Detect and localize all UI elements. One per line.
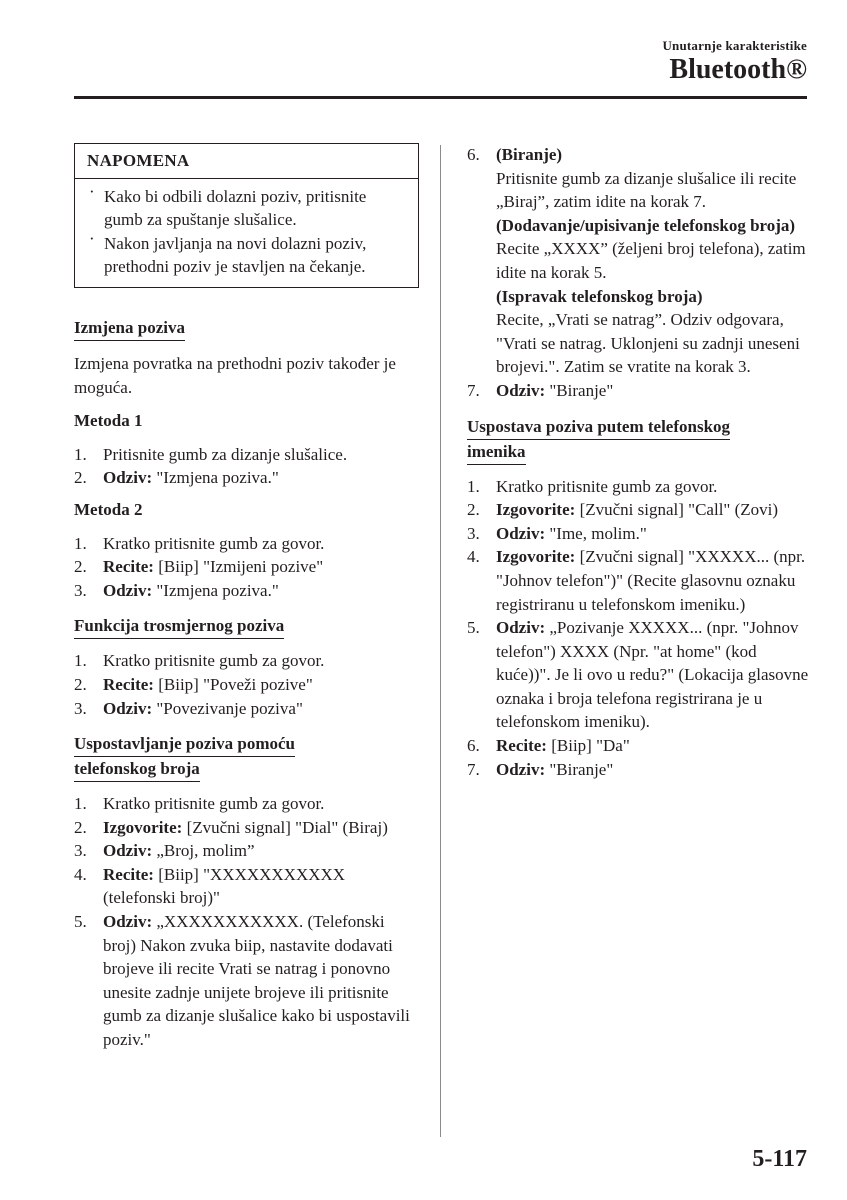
note-item — [87, 228, 408, 279]
step-list — [74, 792, 419, 1052]
section-telefonski-imenik — [467, 415, 812, 782]
step-list — [467, 475, 812, 782]
note-item-text: Nakon javljanja na novi dolazni poziv, prethodni poziv je stavljen na čekanje. — [104, 233, 367, 277]
list-item: 2. Recite: [Biip] "Izmijeni pozive" — [74, 557, 324, 577]
chapter-title: Unutarnje karakteristike — [662, 38, 807, 53]
list-item: 2. Recite: [Biip] "Poveži pozive" — [74, 674, 313, 694]
step-list — [74, 532, 419, 603]
list-item: 3. Odziv: "Ime, molim." — [467, 523, 647, 543]
step-list — [74, 649, 419, 720]
list-item: 4. Izgovorite: [Zvučni signal] "XXXXX... (npr. "Johnov telefon")" (Recite glasovnu oznaku registriranu u telefonskom imeniku.) — [467, 547, 806, 614]
section-heading: Uspostava poziva putem telefonskog — [467, 416, 730, 440]
list-item: 6. Recite: [Biip] "Da" — [467, 736, 630, 756]
list-item: 1. Pritisnite gumb za dizanje slušalice. — [74, 444, 348, 464]
section-heading: Uspostavljanje poziva pomoću — [74, 733, 295, 757]
step-list — [467, 143, 812, 403]
list-item: 2. Izgovorite: [Zvučni signal] "Dial" (Biraj) — [74, 817, 388, 837]
section-trosmjerni-poziv — [74, 614, 419, 720]
list-item: 7. Odziv: "Biranje" — [467, 759, 614, 779]
list-item: 2. Izgovorite: [Zvučni signal] "Call" (Zovi) — [467, 500, 779, 520]
method-title: Metoda 1 — [74, 411, 143, 431]
step-list — [74, 443, 419, 490]
note-item-text: Kako bi odbili dolazni poziv, pritisnite gumb za spuštanje slušalice. — [104, 186, 367, 230]
option-heading: (Ispravak telefonskog broja) — [496, 286, 703, 306]
list-item: 6. (Biranje) Pritisnite gumb za dizanje slušalice ili recite „Biraj”, zatim idite na korak 7. (Dodavanje/upisivanje telefonskog broja) Recite „XXXX” (željeni broj telefona), zatim idite na korak 5. (Ispravak telefonskog broja) Recite, „Vrati se natrag”. Odziv odgovara, "Vrati se natrag. Uklonjeni su zadnji uneseni brojevi.". Zatim se vratite na korak 3. — [467, 143, 812, 379]
option-text: Recite „XXXX” (željeni broj telefona), zatim idite na korak 5. — [496, 239, 806, 282]
list-item: 7. Odziv: "Biranje" — [467, 380, 614, 400]
column-divider — [440, 145, 441, 1137]
note-box — [74, 143, 419, 288]
section-telefonski-broj — [74, 732, 419, 1052]
section-heading: Izmjena poziva — [74, 317, 185, 341]
list-item: 3. Odziv: "Izmjena poziva." — [74, 580, 279, 600]
page-number: 5-117 — [752, 1146, 807, 1172]
list-item: 1. Kratko pritisnite gumb za govor. — [74, 533, 325, 553]
note-body — [75, 179, 418, 287]
list-item: 1. Kratko pritisnite gumb za govor. — [467, 476, 718, 496]
header-rule — [74, 96, 807, 99]
list-item: 1. Kratko pritisnite gumb za govor. — [74, 794, 325, 814]
list-item: 3. Odziv: „Broj, molim” — [74, 841, 255, 861]
section-heading: Funkcija trosmjernog poziva — [74, 615, 284, 639]
note-title: NAPOMENA — [75, 144, 418, 179]
left-column — [74, 143, 419, 1064]
list-item: 5. Odziv: „Pozivanje XXXXX... (npr. "Johnov telefon") XXXX (Npr. "at home" (kod kuće))". Je li ovo u redu?" (Lokacija glasovne oznaka i broja telefona registrirana je u telefonskom imeniku). — [467, 618, 809, 732]
method-title: Metoda 2 — [74, 499, 143, 519]
section-heading: telefonskog broja — [74, 758, 200, 782]
list-item: 1. Kratko pritisnite gumb za govor. — [74, 651, 325, 671]
option-text: Recite, „Vrati se natrag”. Odziv odgovara, "Vrati se natrag. Uklonjeni su zadnji uneseni brojevi.". Zatim se vratite na korak 3. — [496, 310, 800, 377]
section-heading: imenika — [467, 441, 526, 465]
option-heading: (Biranje) — [496, 145, 563, 164]
right-column — [467, 143, 812, 793]
note-item — [87, 181, 408, 232]
page-title: Bluetooth® — [669, 54, 807, 85]
list-item: 4. Recite: [Biip] "XXXXXXXXXXX (telefonski broj)" — [74, 864, 346, 908]
paragraph: Izmjena povratka na prethodni poziv također je moguća. — [74, 353, 396, 397]
list-item: 2. Odziv: "Izmjena poziva." — [74, 468, 279, 488]
option-text: Pritisnite gumb za dizanje slušalice ili recite „Biraj”, zatim idite na korak 7. — [496, 168, 797, 212]
list-item: 5. Odziv: „XXXXXXXXXXX. (Telefonski broj) Nakon zvuka biip, nastavite dodavati brojeve ili recite Vrati se natrag i ponovno unesite zadnje unijete brojeve ili pritisnite gumb za dizanje slušalice kako bi uspostavili poziv." — [74, 912, 410, 1050]
bullet-icon: · — [89, 181, 95, 201]
list-item: 3. Odziv: "Povezivanje poziva" — [74, 698, 303, 718]
bullet-icon: · — [89, 228, 95, 248]
option-heading: (Dodavanje/upisivanje telefonskog broja) — [496, 215, 796, 235]
section-izmjena-poziva — [74, 316, 419, 602]
